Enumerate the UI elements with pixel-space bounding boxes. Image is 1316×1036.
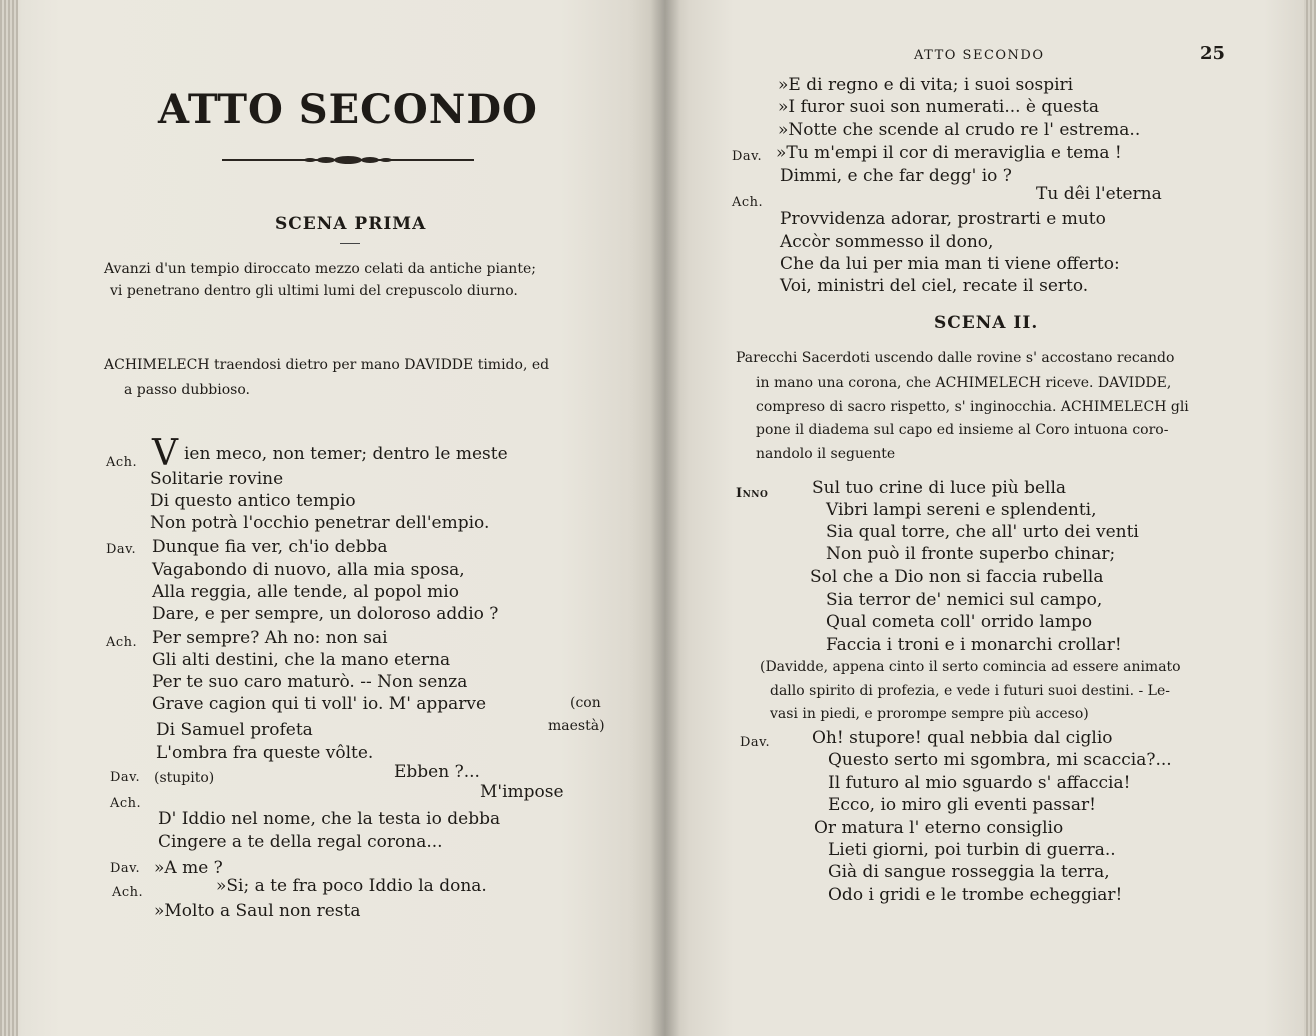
verse-line: »E di regno e di vita; i suoi sospiri <box>778 75 1074 95</box>
verse-line: Cingere a te della regal corona... <box>158 832 443 852</box>
speaker-label: Ach. <box>106 455 138 470</box>
page-edges-left <box>0 0 18 1036</box>
verse-line: Questo serto mi sgombra, mi scaccia?... <box>828 750 1172 770</box>
verse-line: »Molto a Saul non resta <box>154 901 361 921</box>
stage-direction-line: nandolo il seguente <box>756 446 896 462</box>
aside-direction: (con <box>570 695 601 711</box>
speaker-label: Ach. <box>732 195 764 210</box>
hymn-line: Non può il fronte superbo chinar; <box>826 544 1116 564</box>
stage-direction-line: vasi in piedi, e prorompe sempre più acceso) <box>770 706 1089 722</box>
speaker-label: Dav. <box>740 735 771 750</box>
verse-line: ien meco, non temer; dentro le meste <box>184 444 508 464</box>
stage-direction-line: pone il diadema sul capo ed insieme al Coro intuona coro- <box>756 422 1169 438</box>
scene-heading: SCENA PRIMA <box>275 214 427 234</box>
verse-line: Odo i gridi e le trombe echeggiar! <box>828 885 1123 905</box>
verse-line: Solitarie rovine <box>150 469 284 489</box>
speaker-label: Ach. <box>112 885 144 900</box>
stage-direction-line: in mano una corona, che ACHIMELECH riceve. DAVIDDE, <box>756 375 1172 391</box>
verse-line: Il futuro al mio sguardo s' affaccia! <box>828 773 1131 793</box>
verse-line: Tu dêi l'eterna <box>1036 184 1162 204</box>
verse-line: Non potrà l'occhio penetrar dell'empio. <box>150 513 490 533</box>
verse-line: Già di sangue rosseggia la terra, <box>828 862 1110 882</box>
speaker-label: Ach. <box>106 635 138 650</box>
verse-line: »Tu m'empi il cor di meraviglia e tema ! <box>776 143 1122 163</box>
hymn-line: Faccia i troni e i monarchi crollar! <box>826 635 1122 655</box>
verse-line: Voi, ministri del ciel, recate il serto. <box>780 276 1089 296</box>
stage-direction: (stupito) <box>154 770 215 786</box>
drop-cap: V <box>152 433 178 474</box>
setting-line-1: Avanzi d'un tempio diroccato mezzo celati da antiche piante; <box>104 261 536 277</box>
speaker-label: Dav. <box>110 861 141 876</box>
speaker-label: Dav. <box>732 149 763 164</box>
verse-line: M'impose <box>480 782 564 802</box>
verse-line: Ecco, io miro gli eventi passar! <box>828 795 1096 815</box>
page-number: 25 <box>1200 43 1226 64</box>
speaker-label: Dav. <box>106 542 137 557</box>
verse-line: Di questo antico tempio <box>150 491 356 511</box>
ornament-divider <box>222 150 474 170</box>
verse-line: Di Samuel profeta <box>156 720 313 740</box>
stage-intro-line-1: ACHIMELECH traendosi dietro per mano DAVIDDE timido, ed <box>104 357 550 373</box>
verse-line: D' Iddio nel nome, che la testa io debba <box>158 809 501 829</box>
verse-line: Provvidenza adorar, prostrarti e muto <box>780 209 1106 229</box>
speaker-label: Ach. <box>110 796 142 811</box>
verse-line: »Si; a te fra poco Iddio la dona. <box>216 876 487 896</box>
verse-line: Grave cagion qui ti voll' io. M' apparve <box>152 694 487 714</box>
page-edges-right <box>1304 0 1316 1036</box>
verse-line: Gli alti destini, che la mano eterna <box>152 650 451 670</box>
speaker-label: Dav. <box>110 770 141 785</box>
verse-line: Ebben ?... <box>394 762 480 782</box>
verse-line: Oh! stupore! qual nebbia dal ciglio <box>812 728 1113 748</box>
stage-direction-line: compreso di sacro rispetto, s' inginocchia. ACHIMELECH gli <box>756 399 1189 415</box>
hymn-line: Sia terror de' nemici sul campo, <box>826 590 1103 610</box>
verse-line: Alla reggia, alle tende, al popol mio <box>152 582 459 602</box>
running-head: ATTO SECONDO <box>914 48 1045 63</box>
verse-line: Accòr sommesso il dono, <box>780 232 994 252</box>
verse-line: »A me ? <box>154 858 223 878</box>
hymn-line: Qual cometa coll' orrido lampo <box>826 612 1093 632</box>
hymn-label: Inno <box>736 486 769 501</box>
verse-line: Che da lui per mia man ti viene offerto: <box>780 254 1120 274</box>
act-title: ATTO SECONDO <box>158 86 538 133</box>
verse-line: Vagabondo di nuovo, alla mia sposa, <box>152 560 465 580</box>
hymn-line: Sia qual torre, che all' urto dei venti <box>826 522 1139 542</box>
stage-direction-line: (Davidde, appena cinto il serto comincia ad essere animato <box>760 659 1181 675</box>
heading-dash <box>340 243 360 244</box>
verse-line: Dunque fia ver, ch'io debba <box>152 537 388 557</box>
verse-line: Dare, e per sempre, un doloroso addio ? <box>152 604 499 624</box>
book-gutter <box>650 0 680 1036</box>
verse-line: »I furor suoi son numerati... è questa <box>778 97 1099 117</box>
stage-direction-line: dallo spirito di profezia, e vede i futuri suoi destini. - Le- <box>770 683 1170 699</box>
stage-direction-line: Parecchi Sacerdoti uscendo dalle rovine s' accostano recando <box>736 350 1175 366</box>
verse-line: Lieti giorni, poi turbin di guerra.. <box>828 840 1116 860</box>
verse-line: Dimmi, e che far degg' io ? <box>780 166 1012 186</box>
scene-heading: SCENA II. <box>934 313 1039 333</box>
verse-line: Per sempre? Ah no: non sai <box>152 628 388 648</box>
aside-direction: maestà) <box>548 718 605 734</box>
right-page <box>664 0 1316 1036</box>
hymn-line: Vibri lampi sereni e splendenti, <box>826 500 1097 520</box>
stage-intro-line-2: a passo dubbioso. <box>124 382 250 398</box>
verse-line: »Notte che scende al crudo re l' estrema.. <box>778 120 1141 140</box>
verse-line: Per te suo caro maturò. -- Non senza <box>152 672 468 692</box>
setting-line-2: vi penetrano dentro gli ultimi lumi del crepuscolo diurno. <box>110 283 518 299</box>
verse-line: L'ombra fra queste vôlte. <box>156 743 374 763</box>
verse-line: Or matura l' eterno consiglio <box>814 818 1064 838</box>
hymn-line: Sol che a Dio non si faccia rubella <box>810 567 1104 587</box>
hymn-line: Sul tuo crine di luce più bella <box>812 478 1067 498</box>
